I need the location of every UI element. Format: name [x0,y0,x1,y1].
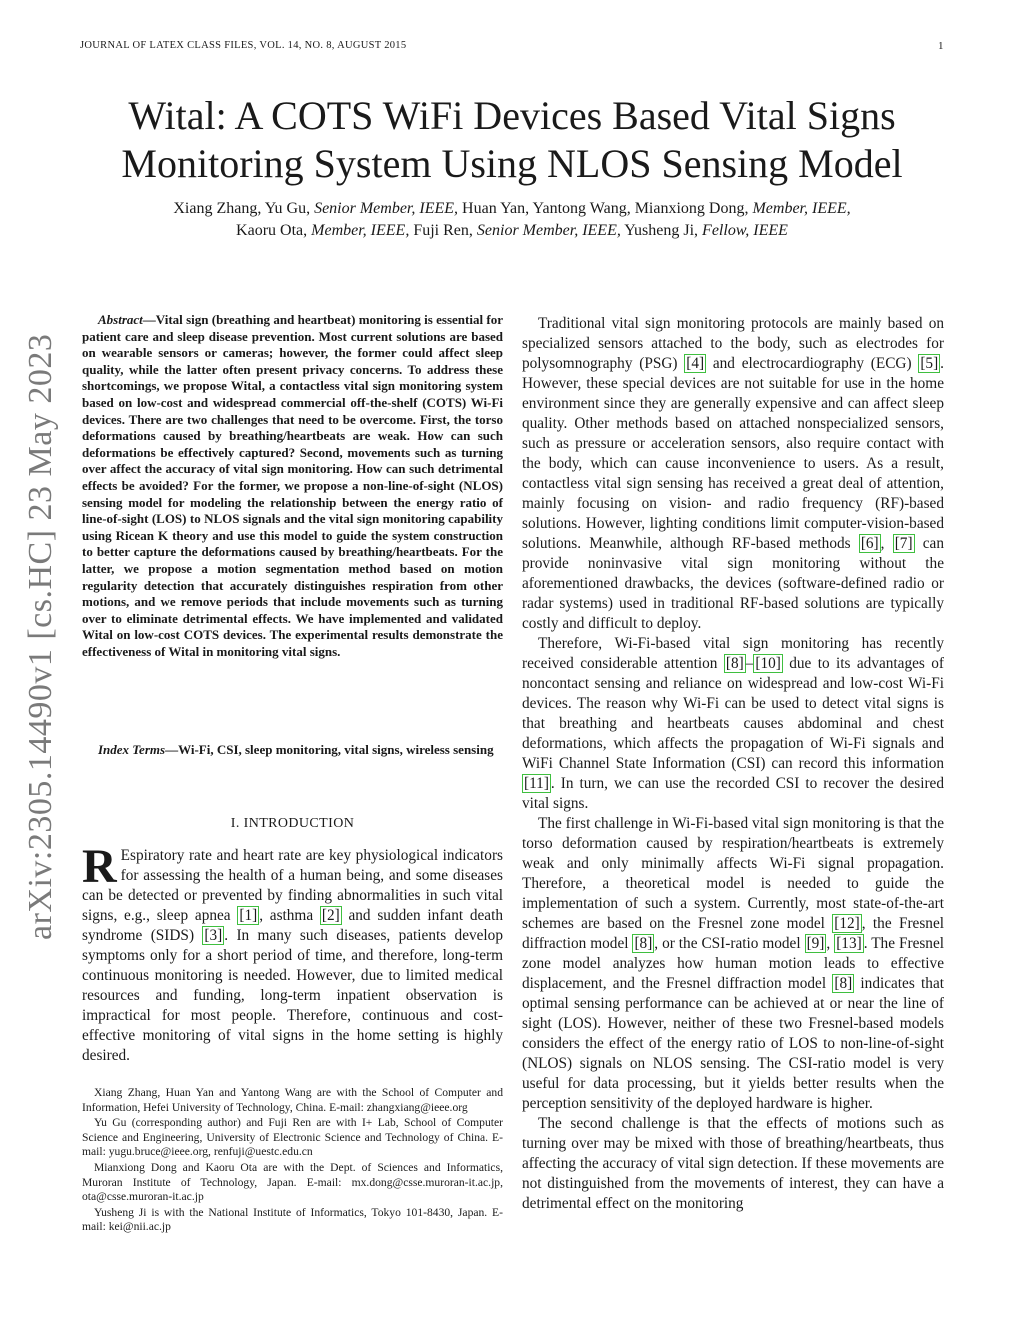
paper-title: Wital: A COTS WiFi Devices Based Vital Signs Monitoring System Using NLOS Sensing Model [121,93,903,186]
author-list [60,198,964,242]
citation-link[interactable]: [13] [836,935,862,952]
body-text: , the Fresnel diffraction model [522,915,944,952]
body-text: and electrocardiography (ECG) [706,355,919,372]
index-terms-text: —Wi-Fi, CSI, sleep monitoring, vital signs, wireless sensing [165,742,494,757]
citation-link[interactable]: [1] [239,907,258,924]
body-text: due to its advantages of noncontact sensing and reliance on widespread and low-cost Wi-Fi devices. The reason why Wi-Fi can be used to detect vital signs is that breathing and heartbeats causes abdominal and chest deformations, which affects the propagation of Wi-Fi signals and WiFi Channel State Information (CSI) can record this information [522,655,944,772]
citation-link[interactable]: [7] [894,535,913,552]
body-text: , [880,535,893,552]
body-text: indicates that optimal sensing performance can be achieved at or near the line of sight (LOS). However, neither of these two Fresnel-based models considers the effect of the energy ratio of LOS to non-line-of-sight (NLOS) signals on NLOS sensing. The CSI-ratio model is very useful for data processing, but it yields better results when the perception sensitivity of the deployed hardware is higher. [522,975,944,1112]
index-terms-label: Index Terms [98,742,166,757]
intro-text: . In many such diseases, patients develop symptoms only for a short period of time, and therefore, long-term continuous monitoring is needed. However, due to limited medical resources and funding, long-term inpatient observation is impractical for most people. Therefore, continuous and cost-effective monitoring of vital signs in the home setting is highly desired. [82,927,503,1064]
body-text: Traditional vital sign monitoring protocols are mainly based on specialized sensors attached to the body, such as electrodes for polysomnography (PSG) [522,315,944,372]
citation-link[interactable]: [4] [686,355,705,372]
citation-link[interactable]: [8] [834,975,853,992]
arxiv-stamp: arXiv:2305.14490v1 [cs.HC] 23 May 2023 [22,333,59,940]
affiliation-footnotes [82,1086,503,1236]
body-paragraph [522,634,944,814]
body-text: . In turn, we can use the recorded CSI to recover the desired vital signs. [522,775,944,812]
body-text: Therefore, Wi-Fi-based vital sign monitoring has recently received considerable attention [522,635,944,672]
abstract [82,312,503,660]
introduction-paragraph [82,840,503,1066]
citation-link[interactable]: [9] [806,935,825,952]
body-text: The second challenge is that the effects of motions such as turning over may be mixed with those of breathing/heartbeats, thus affecting the accuracy of vital sign detection. If these movements are not distinguished from the movements of interest, they can have a detrimental effect on the monitoring [522,1115,944,1212]
body-text: . However, these special devices are not suitable for use in the home environment since they are generally expensive and can affect sleep quality. Other methods based on attached nonspecialized sensors, such as pressure or acceleration sensors, also require contact with the body, which can cause inconvenience to users. As a result, contactless vital sign sensing has received a great deal of attention, mainly focusing on vision- and radio frequency (RF)-based solutions. However, lighting conditions limit computer-vision-based solutions. Meanwhile, although RF-based methods [522,355,944,552]
author-text: Fuji Ren, [409,222,477,239]
author-role: Member, IEEE, [752,200,851,217]
author-role: Member, IEEE, [311,222,410,239]
footnote: Yu Gu (corresponding author) and Fuji Ren are with I+ Lab, School of Computer Science and Engineering, University of Electronic Science and Technology of China. E-mail: yugu.bruce@ieee.org, renfuji@uestc.edu.cn [82,1116,503,1159]
body-text: can provide noninvasive vital sign monitoring without the aforementioned drawbacks, the devices (software-defined radio or radar systems) used in traditional RF-based solutions are typically costly and difficult to deploy. [522,535,944,632]
index-terms [82,742,503,759]
citation-link[interactable]: [8] [634,935,653,952]
footnote: Yusheng Ji is with the National Institute of Informatics, Tokyo 101-8430, Japan. E-mail: kei@nii.ac.jp [82,1205,503,1234]
citation-link[interactable]: [12] [834,915,860,932]
citation-link[interactable]: [6] [860,535,879,552]
author-role: Senior Member, IEEE, [476,222,621,239]
body-text: . The Fresnel zone model analyzes how human motion leads to effective displacement, and the Fresnel diffraction model [522,935,944,992]
citation-link[interactable]: [11] [524,775,549,792]
author-text: Yusheng Ji, [620,222,703,239]
body-paragraph [522,314,944,634]
citation-link[interactable]: [3] [204,927,223,944]
footnote: Xiang Zhang, Huan Yan and Yantong Wang are with the School of Computer and Information, Hefei University of Technology, China. E-mail: zhangxiang@ieee.org [82,1086,503,1114]
running-head: JOURNAL OF LATEX CLASS FILES, VOL. 14, NO. 8, AUGUST 2015 [80,40,407,51]
intro-text: Espiratory rate and heart rate are key physiological indicators for assessing the health of a human being, and some diseases can be detected or prevented by finding abnormalities in such vital signs, e.g., sleep apnea [82,847,503,924]
body-text: , [826,935,835,952]
right-column-body [522,314,944,1214]
citation-link[interactable]: [8] [725,655,744,672]
intro-text: and sudden infant death syndrome (SIDS) [82,907,503,944]
citation-link[interactable]: [2] [321,907,340,924]
intro-text: , asthma [259,907,320,924]
abstract-label: Abstract [98,312,143,327]
author-role: Fellow, IEEE [702,222,788,239]
page-number: 1 [938,40,944,52]
author-text: Xiang Zhang, Yu Gu, [173,200,315,217]
author-text: Kaoru Ota, [236,222,312,239]
abstract-text: —Vital sign (breathing and heartbeat) monitoring is essential for patient care and sleep disease prevention. Most current solutions are based on wearable sensors or cameras; however, the former could affect sleep quality, while the latter often present privacy concerns. To address these shortcomings, we propose Wital, a contactless vital sign monitoring system based on low-cost and widespread commercial off-the-shelf (COTS) Wi-Fi devices. There are two challenges that need to be overcome. First, the torso deformations caused by breathing/heartbeats are weak. How can such deformations be effectively captured? Second, movements such as turning over affect the accuracy of vital sign monitoring. How can such detrimental effects be avoided? For the former, we propose a non-line-of-sight (NLOS) sensing model for modeling the relationship between the energy ratio of line-of-sight (LOS) to NLOS signals and the vital sign monitoring capability using Ricean K theory and use this model to guide the system construction to better capture the deformations caused by breathing/heartbeats. For the latter, we propose a motion segmentation method based on motion regularity detection that accurately distinguishes respiration from other motions, and we remove periods that include movements such as turning over to eliminate detrimental effects. We have implemented and validated Wital on low-cost COTS devices. The experimental results demonstrate the effectiveness of Wital in monitoring vital signs. [82,312,503,659]
author-text: Huan Yan, Yantong Wang, Mianxiong Dong, [458,200,753,217]
body-text: The first challenge in Wi-Fi-based vital sign monitoring is that the torso deformation caused by respiration/heartbeats is extremely weak and only minimally affects Wi-Fi signal propagation. Therefore, a theoretical model is needed to guide the implementation of such a system. Currently, most state-of-the-art schemes are based on the Fresnel zone model [522,815,944,932]
dropcap: R [82,840,117,893]
section-heading: I. INTRODUCTION [230,816,355,831]
citation-link[interactable]: [10] [755,655,781,672]
author-role: Senior Member, IEEE, [314,200,459,217]
body-paragraph [522,1114,944,1214]
body-paragraph [522,814,944,1114]
citation-link[interactable]: [5] [920,355,939,372]
footnote: Mianxiong Dong and Kaoru Ota are with the Dept. of Sciences and Informatics, Muroran Institute of Technology, Japan. E-mail: mx.dong@csse.muroran-it.ac.jp, ota@csse.muroran-it.ac.jp [82,1160,503,1204]
body-text: , or the CSI-ratio model [654,935,805,952]
body-text: – [745,655,754,672]
